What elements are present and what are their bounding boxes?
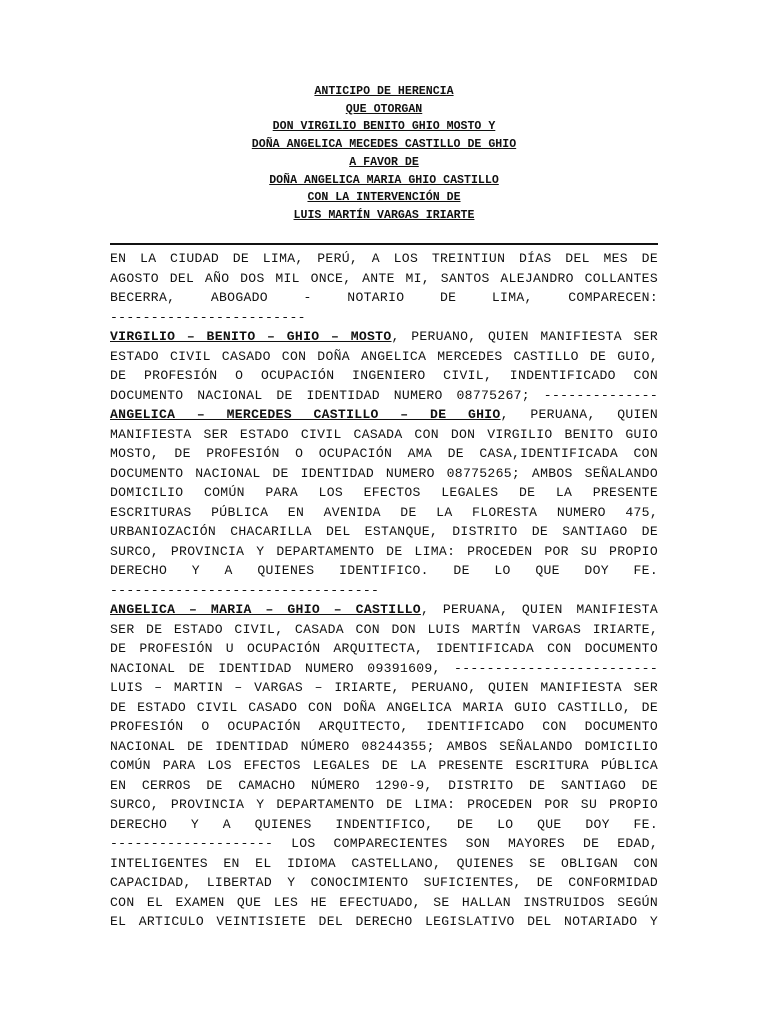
body-line [110,815,658,835]
body-line [110,464,658,484]
body-line-text: CAPACIDAD, LIBERTAD Y CONOCIMIENTO SUFICIENTES, DE CONFORMIDAD [110,875,658,890]
party-name: ANGELICA – MARIA – GHIO – CASTILLO [110,602,421,617]
body-line-text: ------------------------ [110,309,306,325]
body-line-text: AGOSTO DEL AÑO DOS MIL ONCE, ANTE MI, SANTOS ALEJANDRO COLLANTES [110,270,658,286]
document-title [110,83,658,225]
body-line [110,405,658,425]
body-line-text: NACIONAL DE IDENTIDAD NUMERO 09391609, ------------------------- [110,660,658,676]
body-line-text: DERECHO Y A QUIENES INDENTIFICO, DE LO QUE DOY FE. [110,816,658,832]
title-line: DON VIRGILIO BENITO GHIO MOSTO Y [272,120,496,134]
body-line-text: DOCUMENTO NACIONAL DE IDENTIDAD NUMERO 08775265; AMBOS SEÑALANDO [110,465,658,481]
body-line [110,854,658,874]
title-divider [110,243,658,245]
body-line [110,698,658,718]
body-line [110,444,658,464]
body-line-text: URBANIOZACIÓN CHACARILLA DEL ESTANQUE, DISTRITO DE SANTIAGO DE [110,524,658,539]
body-line [110,347,658,367]
body-line-text: CON EL EXAMEN QUE LES HE EFECTUADO, SE HALLAN INSTRUIDOS SEGÚN [110,894,658,910]
body-line-text: DE ESTADO CIVIL CASADO CON DOÑA ANGELICA MARIA GUIO CASTILLO, DE [110,699,658,715]
body-line-text: EN LA CIUDAD DE LIMA, PERÚ, A LOS TREINTIUN DÍAS DEL MES DE [110,251,658,266]
body-line-text: ESTADO CIVIL CASADO CON DOÑA ANGELICA MERCEDES CASTILLO DE GUIO, [110,348,658,364]
body-line-text: INTELIGENTES EN EL IDIOMA CASTELLANO, QUIENES SE OBLIGAN CON [110,855,658,871]
body-line-text: MOSTO, DE PROFESIÓN O OCUPACIÓN AMA DE CASA,IDENTIFICADA CON [110,446,658,461]
body-line [110,386,658,406]
body-line [110,561,658,581]
body-line [110,425,658,445]
body-line-text: , PERUANA, QUIEN [500,407,658,422]
body-line-text: SURCO, PROVINCIA Y DEPARTAMENTO DE LIMA: PROCEDEN POR SU PROPIO [110,543,658,559]
body-line [110,639,658,659]
body-line-text: , PERUANO, QUIEN MANIFIESTA SER [391,329,658,344]
body-line-text: PROFESIÓN O OCUPACIÓN ARQUITECTO, IDENTIFICADO CON DOCUMENTO [110,719,658,734]
body-line [110,756,658,776]
body-line [110,483,658,503]
body-line-text: DE PROFESIÓN U OCUPACIÓN ARQUITECTA, IDENTIFICADA CON DOCUMENTO [110,641,658,656]
body-line [110,249,658,269]
body-line [110,503,658,523]
body-line-text: ESCRITURAS PÚBLICA EN AVENIDA DE LA FLORESTA NUMERO 475, [110,504,658,520]
body-line [110,737,658,757]
body-line [110,600,658,620]
body-line-text: DOMICILIO COMÚN PARA LOS EFECTOS LEGALES DE LA PRESENTE [110,485,658,500]
body-line-text: EN CERROS DE CAMACHO NÚMERO 1290-9, DISTRITO DE SANTIAGO DE [110,777,658,793]
body-line [110,308,658,328]
body-line-text: DOCUMENTO NACIONAL DE IDENTIDAD NUMERO 08775267; -------------- [110,387,658,403]
document-body [110,249,658,932]
body-line-text: SER DE ESTADO CIVIL, CASADA CON DON LUIS MARTÍN VARGAS IRIARTE, [110,621,658,637]
title-line: DOÑA ANGELICA MECEDES CASTILLO DE GHIO [251,138,517,152]
title-line: QUE OTORGAN [345,102,423,116]
party-name: VIRGILIO – BENITO – GHIO – MOSTO [110,329,392,344]
body-line-text: SURCO, PROVINCIA Y DEPARTAMENTO DE LIMA: PROCEDEN POR SU PROPIO [110,797,658,812]
body-line-text: DERECHO Y A QUIENES IDENTIFICO. DE LO QUE DOY FE. [110,563,658,578]
body-line [110,542,658,562]
party-name: ANGELICA – MERCEDES CASTILLO – DE GHIO [110,407,501,422]
body-line [110,522,658,542]
title-line: A FAVOR DE [349,155,419,169]
body-line-text: COMÚN PARA LOS EFECTOS LEGALES DE LA PRESENTE ESCRITURA PÚBLICA [110,758,658,773]
body-line [110,912,658,932]
body-line [110,834,658,854]
title-line: LUIS MARTÍN VARGAS IRIARTE [293,208,475,222]
body-line-text: EL ARTICULO VEINTISIETE DEL DERECHO LEGISLATIVO DEL NOTARIADO Y [110,914,658,929]
body-line [110,581,658,601]
body-line [110,717,658,737]
body-line [110,893,658,913]
body-line-text: DE PROFESIÓN O OCUPACIÓN INGENIERO CIVIL, INDENTIFICADO CON [110,368,658,383]
title-line: DOÑA ANGELICA MARIA GHIO CASTILLO [269,173,499,187]
body-line [110,620,658,640]
body-line-text: NACIONAL DE IDENTIDAD NÚMERO 08244355; AMBOS SEÑALANDO DOMICILIO [110,738,658,754]
body-line [110,678,658,698]
body-line [110,269,658,289]
body-line-text: LUIS – MARTIN – VARGAS – IRIARTE, PERUANO, QUIEN MANIFIESTA SER [110,680,658,695]
body-line-text: -------------------- LOS COMPARECIENTES SON MAYORES DE EDAD, [110,836,658,851]
body-line [110,659,658,679]
title-line: ANTICIPO DE HERENCIA [314,85,454,98]
body-line [110,795,658,815]
body-line-text: --------------------------------- [110,582,380,598]
body-line-text: , PERUANA, QUIEN MANIFIESTA [420,602,658,617]
body-line-text: BECERRA, ABOGADO - NOTARIO DE LIMA, COMPARECEN: [110,290,658,305]
body-line [110,873,658,893]
title-line: CON LA INTERVENCIÓN DE [307,191,461,205]
body-line [110,327,658,347]
body-line [110,288,658,308]
body-line [110,366,658,386]
body-line [110,776,658,796]
body-line-text: MANIFIESTA SER ESTADO CIVIL CASADA CON DON VIRGILIO BENITO GUIO [110,426,658,442]
